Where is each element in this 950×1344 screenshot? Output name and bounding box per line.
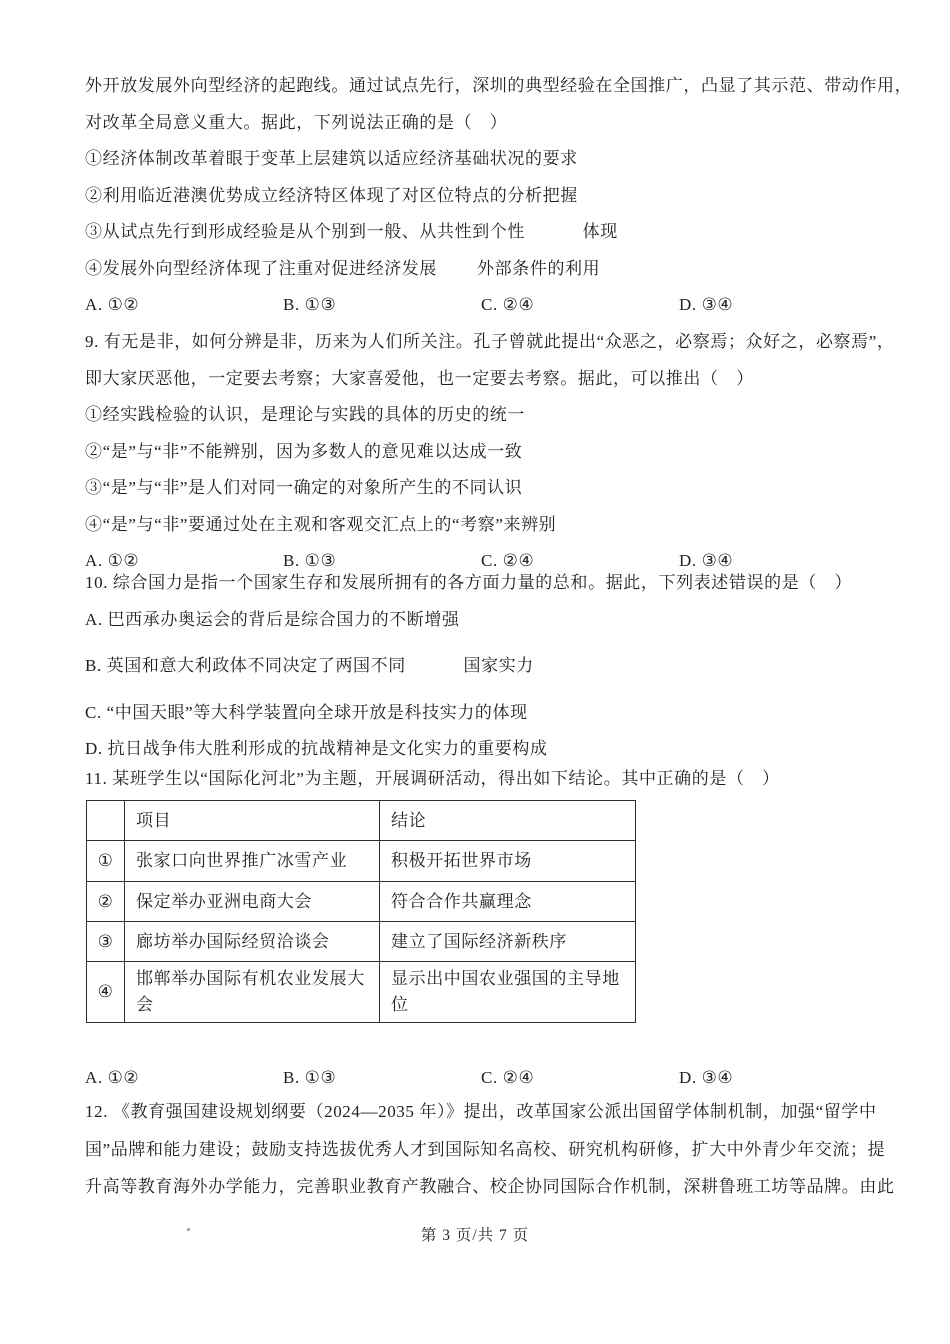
table-cell: 建立了国际经济新秩序 — [380, 922, 636, 962]
table-row — [87, 841, 636, 882]
table-cell: ② — [87, 882, 125, 922]
question-9-option-a: A. ①② — [85, 551, 140, 570]
question-9-statement-2: ②“是”与“非”不能辨别，因为多数人的意见难以达成一致 — [85, 441, 523, 461]
question-9-statement-3: ③“是”与“非”是人们对同一确定的对象所产生的不同认识 — [85, 478, 523, 497]
question-9-statement-1: ①经实践检验的认识，是理论与实践的具体的历史的统一 — [85, 405, 525, 424]
question-8-option-d: D. ③④ — [679, 295, 734, 314]
question-12-stem-line-1: 12. 《教育强国建设规划纲要（2024—2035 年）》提出，改革国家公派出国留学体制机制，加强“留学中 — [85, 1102, 877, 1121]
question-8-statement-4: ④发展外向型经济体现了注重对促进经济发展 外部条件的利用 — [85, 258, 601, 278]
question-8-options-row — [85, 287, 912, 324]
question-11-options — [85, 1060, 733, 1097]
table-cell: ① — [87, 841, 125, 882]
table-row — [87, 922, 636, 962]
table-cell: 符合合作共赢理念 — [380, 882, 636, 922]
question-9-statement-4: ④“是”与“非”要通过处在主观和客观交汇点上的“考察”来辨别 — [85, 514, 557, 534]
question-10-choice-c: C. “中国天眼”等大科学装置向全球开放是科技实力的体现 — [85, 702, 528, 722]
question-8-stem-line-2: 对改革全局意义重大。据此，下列说法正确的是（ ） — [85, 112, 508, 132]
question-9 — [85, 324, 895, 580]
question-8-option-b: B. ①③ — [283, 295, 337, 314]
question-8-statement-2: ②利用临近港澳优势成立经济特区体现了对区位特点的分析把握 — [85, 185, 578, 205]
table-row — [87, 962, 636, 1023]
table-cell: 保定举办亚洲电商大会 — [125, 882, 380, 922]
table-header-cell: 项目 — [125, 801, 380, 841]
question-11-stem: 11. 某班学生以“国际化河北”为主题，开展调研活动，得出如下结论。其中正确的是（ ） — [85, 769, 780, 788]
question-8-option-a: A. ①② — [85, 295, 140, 314]
question-8-statement-1: ①经济体制改革着眼于变革上层建筑以适应经济基础状况的要求 — [85, 149, 578, 168]
question-11-table — [86, 800, 636, 1023]
question-11-option-d: D. ③④ — [679, 1068, 734, 1087]
table-header-cell — [87, 801, 125, 841]
table-cell: 廊坊举办国际经贸洽谈会 — [125, 922, 380, 962]
question-11-option-c: C. ②④ — [481, 1068, 535, 1087]
table-header-row — [87, 801, 636, 841]
question-12-stem-line-2: 国”品牌和能力建设；鼓励支持选拔优秀人才到国际知名高校、研究机构研修，扩大中外青少年交流；提 — [85, 1139, 886, 1159]
table-cell: 邯郸举办国际有机农业发展大会 — [125, 962, 380, 1023]
table-cell: ④ — [87, 962, 125, 1023]
table-cell: 积极开拓世界市场 — [380, 841, 636, 882]
question-12 — [85, 1093, 895, 1206]
question-9-stem-line-1: 9. 有无是非，如何分辨是非，历来为人们所关注。孔子曾就此提出“众恶之，必察焉；众好之，必察焉”， — [85, 332, 895, 351]
question-8-stem-line-1: 外开放发展外向型经济的起跑线。通过试点先行，深圳的典型经验在全国推广，凸显了其示范、带动作用， — [85, 76, 913, 95]
question-11-option-a: A. ①② — [85, 1068, 140, 1087]
question-10-choice-d: D. 抗日战争伟大胜利形成的抗战精神是文化实力的重要构成 — [85, 739, 548, 758]
question-8-statement-3: ③从试点先行到形成经验是从个别到一般、从共性到个性 体现 — [85, 222, 618, 241]
question-8 — [85, 68, 912, 324]
question-11 — [85, 761, 780, 798]
question-10-choice-a: A. 巴西承办奥运会的背后是综合国力的不断增强 — [85, 609, 460, 629]
question-9-option-c: C. ②④ — [481, 551, 535, 570]
table-header-cell: 结论 — [380, 801, 636, 841]
question-9-stem-line-2: 即大家厌恶他，一定要去考察；大家喜爱他，也一定要去考察。据此，可以推出（ ） — [85, 368, 754, 388]
table-cell: 显示出中国农业强国的主导地位 — [380, 962, 636, 1023]
page-number: 第 3 页/共 7 页 — [420, 1227, 530, 1244]
question-11-option-b: B. ①③ — [283, 1068, 337, 1087]
question-9-option-b: B. ①③ — [283, 551, 337, 570]
question-12-stem-line-3: 升高等教育海外办学能力，完善职业教育产教融合、校企协同国际合作机制，深耕鲁班工坊等品牌。由此 — [85, 1177, 895, 1196]
question-9-option-d: D. ③④ — [679, 551, 734, 570]
question-8-option-c: C. ②④ — [481, 295, 535, 314]
question-10-stem: 10. 综合国力是指一个国家生存和发展所拥有的各方面力量的总和。据此，下列表述错误的是（ ） — [85, 573, 853, 592]
question-10 — [85, 565, 852, 768]
table-cell: 张家口向世界推广冰雪产业 — [125, 841, 380, 882]
table-cell: ③ — [87, 922, 125, 962]
question-10-choice-b: B. 英国和意大利政体不同决定了两国不同 国家实力 — [85, 656, 534, 675]
question-11-options-row — [85, 1060, 733, 1097]
table-row — [87, 882, 636, 922]
